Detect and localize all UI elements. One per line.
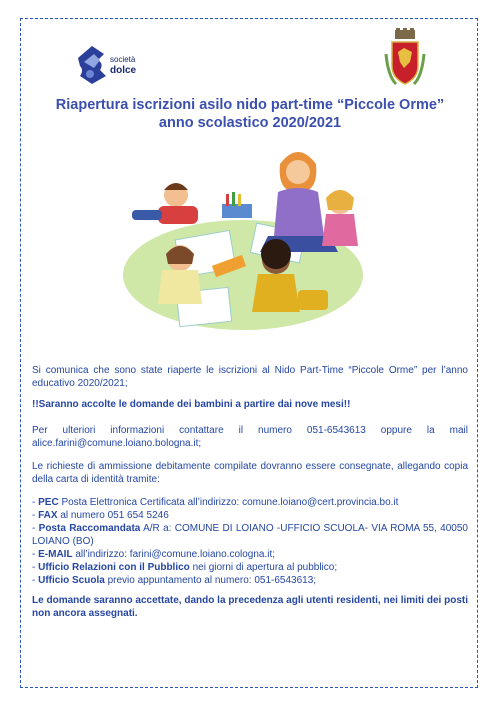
coat-of-arms-logo <box>382 28 428 92</box>
method-item-pec: - PEC Posta Elettronica Certificata all’indirizzo: comune.loiano@cert.provincia.bo.it <box>32 497 399 508</box>
method-text: Posta Elettronica Certificata all’indirizzo: comune.loiano@cert.provincia.bo.it <box>58 497 399 508</box>
method-label: Ufficio Relazioni con il Pubblico <box>38 562 190 573</box>
method-label: Ufficio Scuola <box>38 575 105 586</box>
requests-paragraph <box>32 460 468 486</box>
method-label: E-MAIL <box>38 549 73 560</box>
method-label: Posta Raccomandata <box>38 523 141 534</box>
highlight-paragraph <box>32 398 468 411</box>
highlight-text: !!Saranno accolte le domande dei bambini a partire dai nove mesi!! <box>32 399 351 410</box>
method-item-email: - E-MAIL all’indirizzo: farini@comune.loiano.cologna.it; <box>32 549 276 560</box>
closing-paragraph <box>32 594 468 620</box>
logo-text-dolce: dolce <box>110 65 137 76</box>
methods-list <box>32 496 468 587</box>
title-line-1: Riapertura iscrizioni asilo nido part-time “Piccole Orme” <box>55 97 445 113</box>
contact-text: Per ulteriori informazioni contattare il numero 051-6543613 oppure la mail alice.farini@comune.loiano.bologna.it; <box>32 425 468 449</box>
method-item-fax: - FAX al numero 051 654 5246 <box>32 510 169 521</box>
method-text: previo appuntamento al numero: 051-6543613; <box>104 575 317 586</box>
method-text: all’indirizzo: farini@comune.loiano.cologna.it; <box>72 549 276 560</box>
methods-list-container <box>32 496 468 587</box>
method-item-raccomandata: - Posta Raccomandata A/R a: COMUNE DI LOIANO -UFFICIO SCUOLA- VIA ROMA 55, 40050 LOIANO (BO) <box>32 523 468 547</box>
closing-text: Le domande saranno accettate, dando la precedenza agli utenti residenti, nei limiti dei posti non ancora assegnati. <box>32 595 468 619</box>
requests-text: Le richieste di ammissione debitamente compilate dovranno essere consegnate, allegando copia della carta di identità tramite: <box>32 461 468 485</box>
method-label: PEC <box>38 497 59 508</box>
logo-text-societa: società <box>110 55 136 64</box>
title-line-2: anno scolastico 2020/2021 <box>158 115 342 131</box>
intro-paragraph <box>32 364 468 390</box>
method-text: nei giorni di apertura al pubblico; <box>189 562 338 573</box>
method-label: FAX <box>38 510 58 521</box>
method-text: al numero 051 654 5246 <box>57 510 169 521</box>
societa-dolce-logo <box>74 40 144 88</box>
method-item-ufficio-scuola: - Ufficio Scuola previo appuntamento al numero: 051-6543613; <box>32 575 317 586</box>
page-title <box>40 96 460 132</box>
children-drawing-illustration <box>118 140 368 338</box>
method-item-urp: - Ufficio Relazioni con il Pubblico nei giorni di apertura al pubblico; <box>32 562 338 573</box>
contact-paragraph <box>32 424 468 450</box>
method-text: A/R a: COMUNE DI LOIANO -UFFICIO SCUOLA- VIA ROMA 55, 40050 LOIANO (BO) <box>32 523 468 547</box>
intro-text: Si comunica che sono state riaperte le iscrizioni al Nido Part-Time “Piccole Orme” per l’anno educativo 2020/2021; <box>32 365 468 389</box>
